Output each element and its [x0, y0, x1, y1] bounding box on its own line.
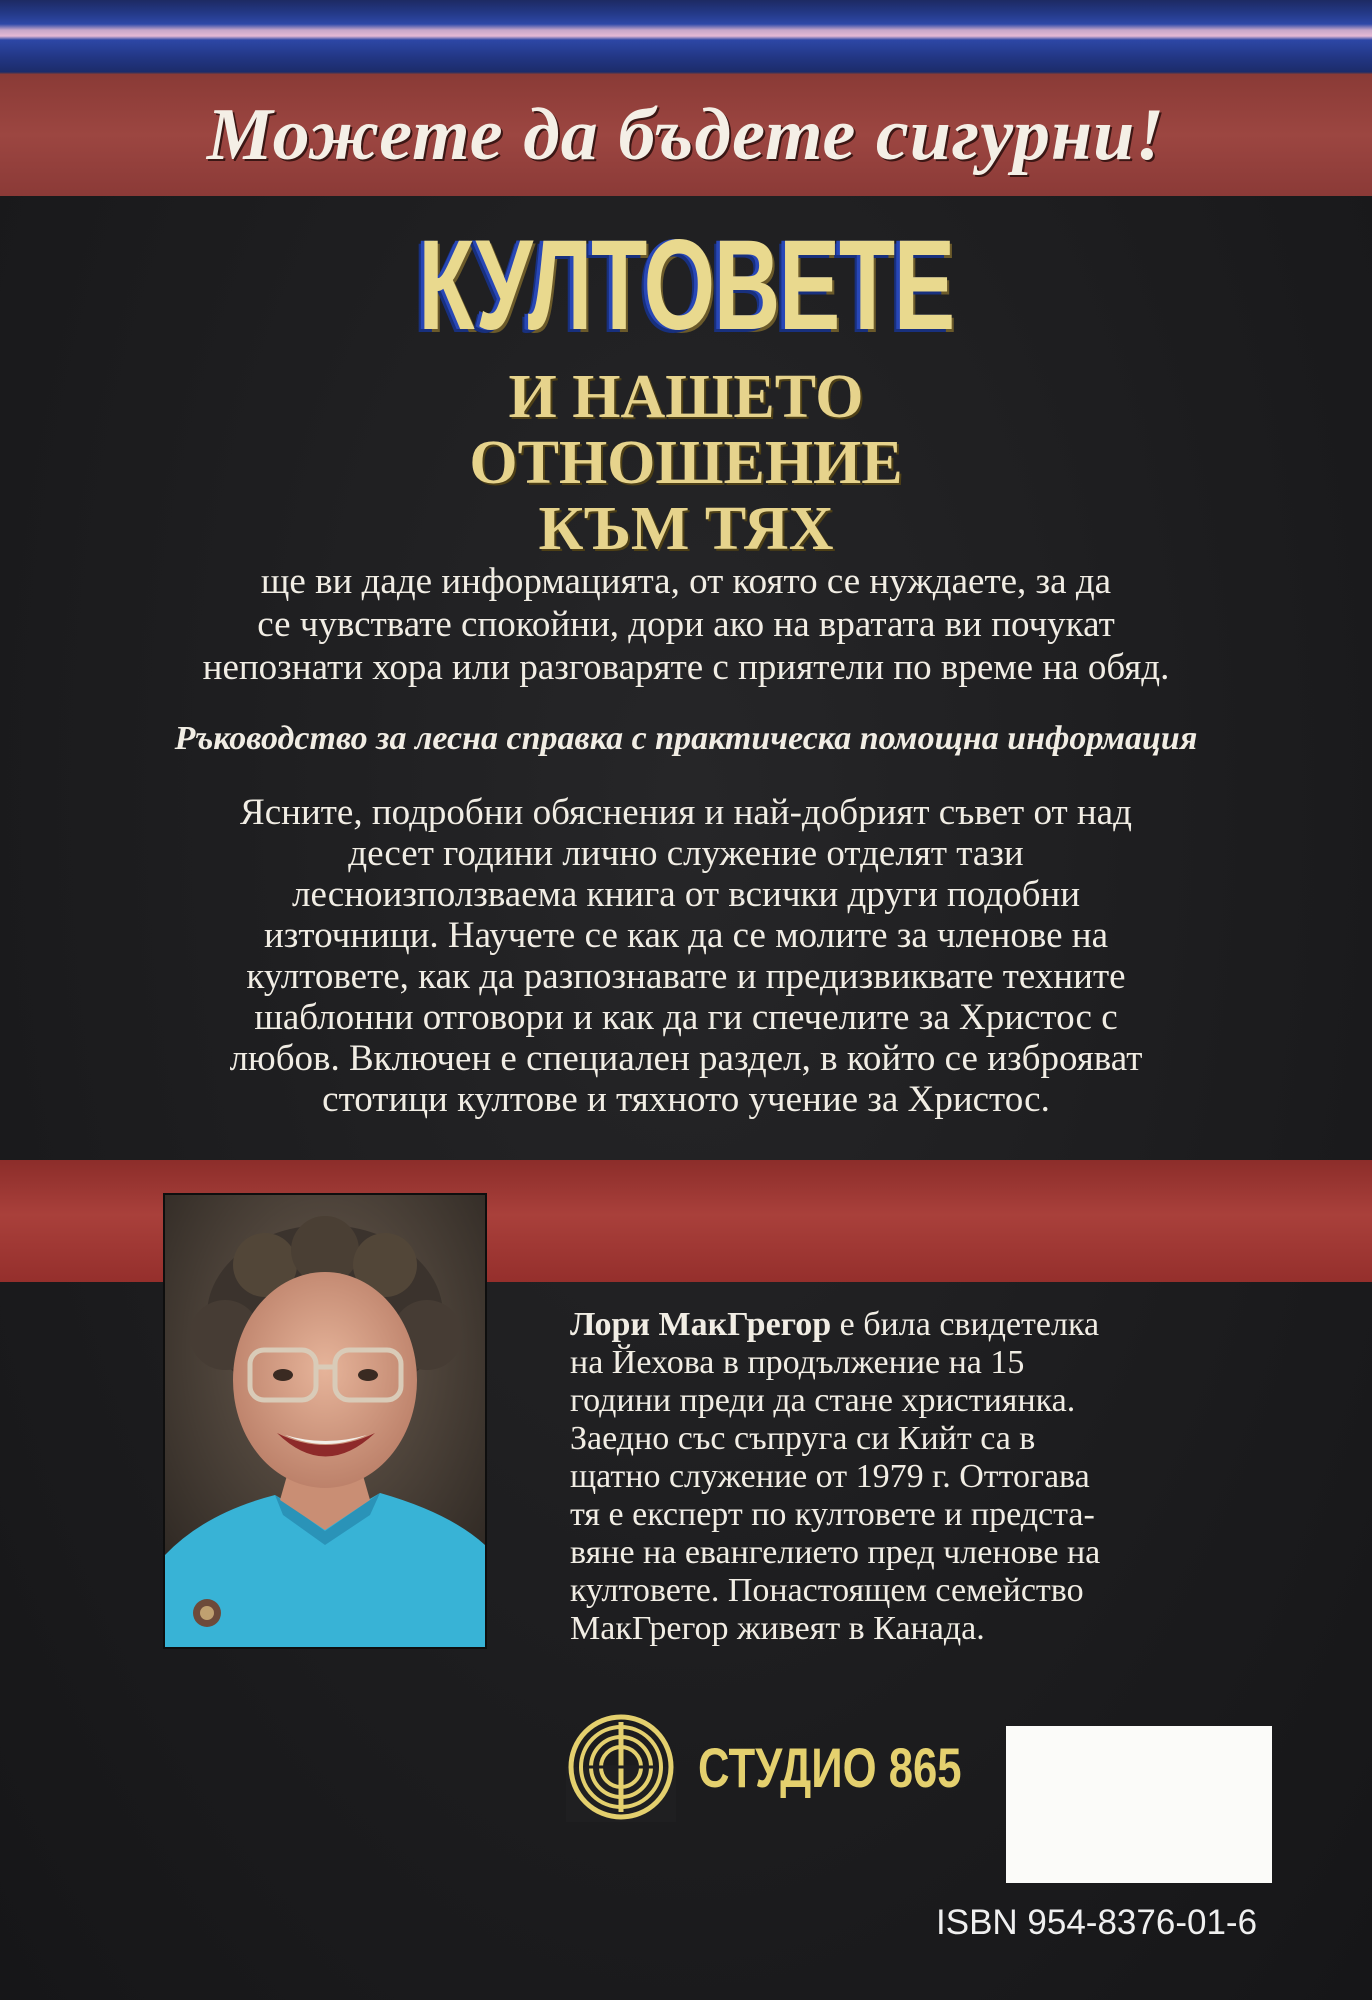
intro-paragraph	[60, 560, 1312, 689]
publisher-name: СТУДИО 865	[698, 1735, 962, 1799]
author-bio-line: години преди да стане християнка.	[570, 1382, 1076, 1419]
author-bio-line: Заедно със съпруга си Кийт са в	[570, 1420, 1036, 1457]
barcode-sticker-area	[1006, 1726, 1272, 1883]
description-line: култовете, как да разпознавате и предизвиквате техните	[246, 956, 1126, 997]
author-name: Лори МакГрегор	[570, 1306, 832, 1343]
author-photo	[163, 1193, 487, 1649]
intro-line: непознати хора или разговаряте с приятели по време на обяд.	[202, 647, 1170, 688]
book-title-main: КУЛТОВЕТЕ	[418, 214, 954, 357]
description-line: Ясните, подробни обяснения и най-добрият съвет от над	[240, 792, 1132, 833]
isbn-number: ISBN 954-8376-01-6	[936, 1903, 1258, 1942]
description-line: десет години лично служение отделят тази	[348, 833, 1024, 874]
author-bio-line: вяне на евангелието пред членове на	[570, 1534, 1101, 1571]
author-bio-line: култовете. Понастоящем семейство	[570, 1572, 1084, 1609]
author-bio-line: тя е експерт по култовете и предста-	[570, 1496, 1095, 1533]
description-paragraph	[90, 792, 1282, 1120]
book-title-line-3: ОТНОШЕНИЕ	[469, 429, 903, 497]
author-bio-line	[570, 1306, 1290, 1344]
author-bio-line: щатно служение от 1979 г. Оттогава	[570, 1458, 1090, 1495]
guide-tagline: Ръководство за лесна справка с практическа помощна информация	[174, 720, 1198, 757]
top-banner-text: Можете да бъдете сигурни!	[206, 93, 1166, 176]
intro-line: се чувствате спокойни, дори ако на вратата ви почукат	[257, 604, 1115, 645]
description-line: любов. Включен е специален раздел, в който се изброяват	[229, 1038, 1143, 1079]
intro-line: ще ви даде информацията, от която се нуждаете, за да	[260, 561, 1112, 602]
description-line: шаблонни отговори и как да ги спечелите за Христос с	[254, 997, 1118, 1038]
author-bio-line: на Йехова в продължение на 15	[570, 1344, 1025, 1381]
top-banner	[0, 74, 1372, 196]
author-bio-line: МакГрегор живеят в Канада.	[570, 1610, 985, 1647]
description-line: лесноизползваема книга от всички други подобни	[291, 874, 1081, 915]
description-line: стотици култове и тяхното учение за Христос.	[322, 1079, 1050, 1120]
top-stripes	[0, 0, 1372, 74]
menorah-circle-icon	[566, 1712, 676, 1822]
book-title-line-2: И НАШЕТО	[508, 363, 864, 431]
author-bio	[570, 1306, 1290, 1648]
book-title-line-4: КЪМ ТЯХ	[538, 495, 834, 563]
author-bio-text: е била свидетелка	[831, 1306, 1100, 1343]
author-portrait-icon	[165, 1195, 485, 1647]
publisher-logo-block	[566, 1712, 1036, 1822]
description-line: източници. Научете се как да се молите за членове на	[263, 915, 1108, 956]
